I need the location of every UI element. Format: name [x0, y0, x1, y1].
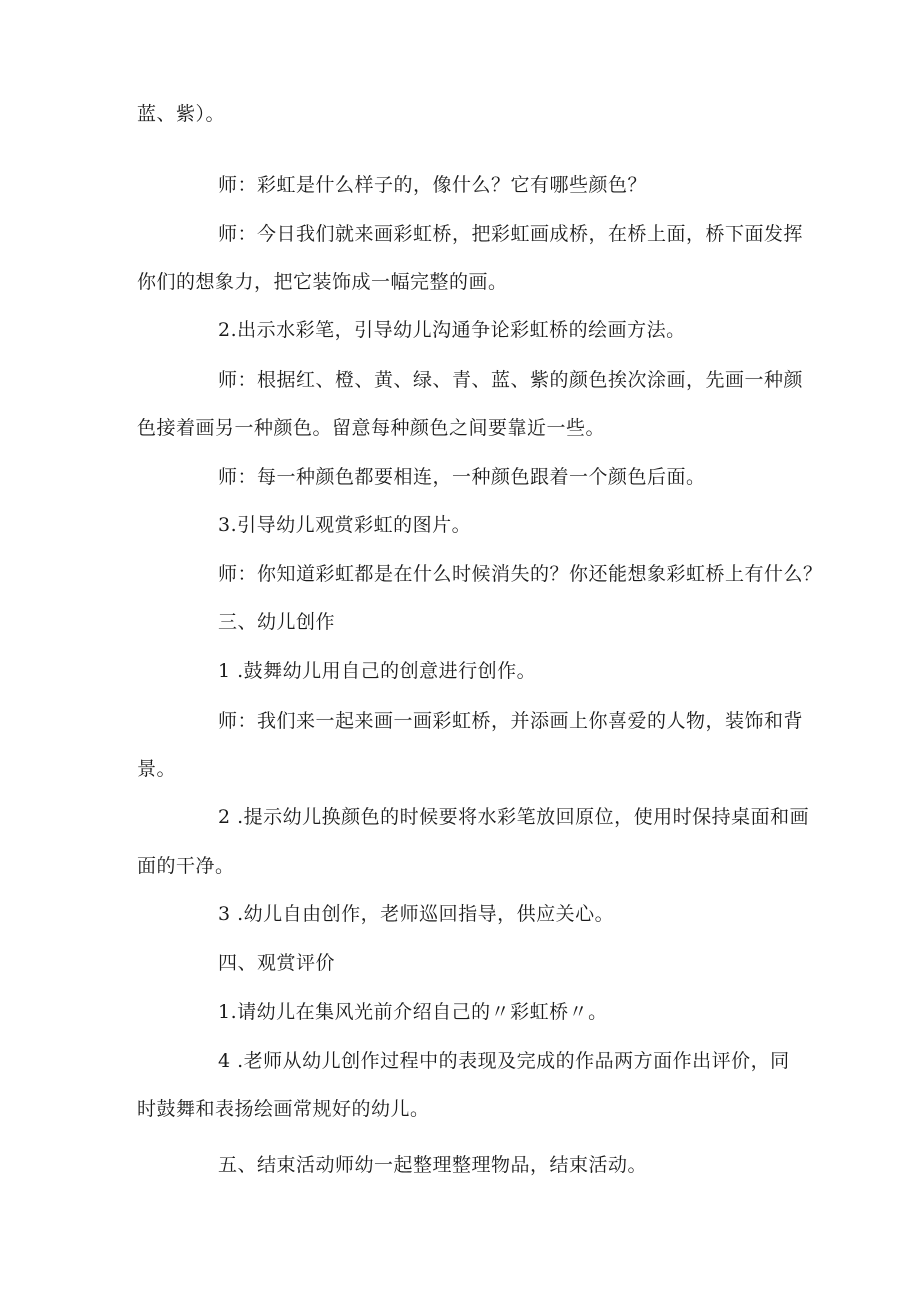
text-line-8: 师：每一种颜色都要相连，一种颜色跟着一个颜色后面。	[218, 466, 706, 488]
text-line-19: 1.请幼儿在集风光前介绍自己的〃彩虹桥〃。	[218, 1001, 608, 1023]
text-line-16: 面的干净。	[137, 855, 235, 877]
text-line-15: 2 .提示幼儿换颜色的时候要将水彩笔放回原位，使用时保持桌面和画	[218, 806, 810, 828]
text-line-20: 4 .老师从幼儿创作过程中的表现及完成的作品两方面作出评价，同	[218, 1050, 790, 1072]
text-line-6: 师：根据红、橙、黄、绿、青、蓝、紫的颜色挨次涂画，先画一种颜	[218, 369, 804, 391]
text-line-3: 师：今日我们就来画彩虹桥，把彩虹画成桥，在桥上面，桥下面发挥	[218, 223, 804, 245]
section-heading-4: 四、观赏评价	[218, 952, 336, 974]
section-heading-5: 五、结束活动师幼一起整理整理物品，结束活动。	[218, 1154, 648, 1176]
text-line-5: 2.出示水彩笔，引导幼儿沟通争论彩虹桥的绘画方法。	[218, 319, 686, 341]
text-line-12: 1 .鼓舞幼儿用自己的创意进行创作。	[218, 660, 537, 682]
text-line-13: 师：我们来一起来画一画彩虹桥，并添画上你喜爱的人物，装饰和背	[218, 710, 804, 732]
text-line-2: 师：彩虹是什么样子的，像什么？它有哪些颜色？	[218, 174, 648, 196]
text-line-10: 师：你知道彩虹都是在什么时候消失的？你还能想象彩虹桥上有什么？	[218, 563, 823, 585]
text-line-1: 蓝、紫）。	[137, 103, 226, 125]
text-line-7: 色接着画另一种颜色。留意每种颜色之间要靠近一些。	[137, 417, 606, 439]
section-heading-3: 三、幼儿创作	[218, 611, 336, 633]
text-line-17: 3 .幼儿自由创作，老师巡回指导，供应关心。	[218, 903, 615, 925]
text-line-4: 你们的想象力，把它装饰成一幅完整的画。	[137, 271, 508, 293]
text-line-14: 景。	[137, 758, 177, 780]
text-line-9: 3.引导幼儿观赏彩虹的图片。	[218, 514, 472, 536]
text-line-21: 时鼓舞和表扬绘画常规好的幼儿。	[137, 1098, 430, 1120]
